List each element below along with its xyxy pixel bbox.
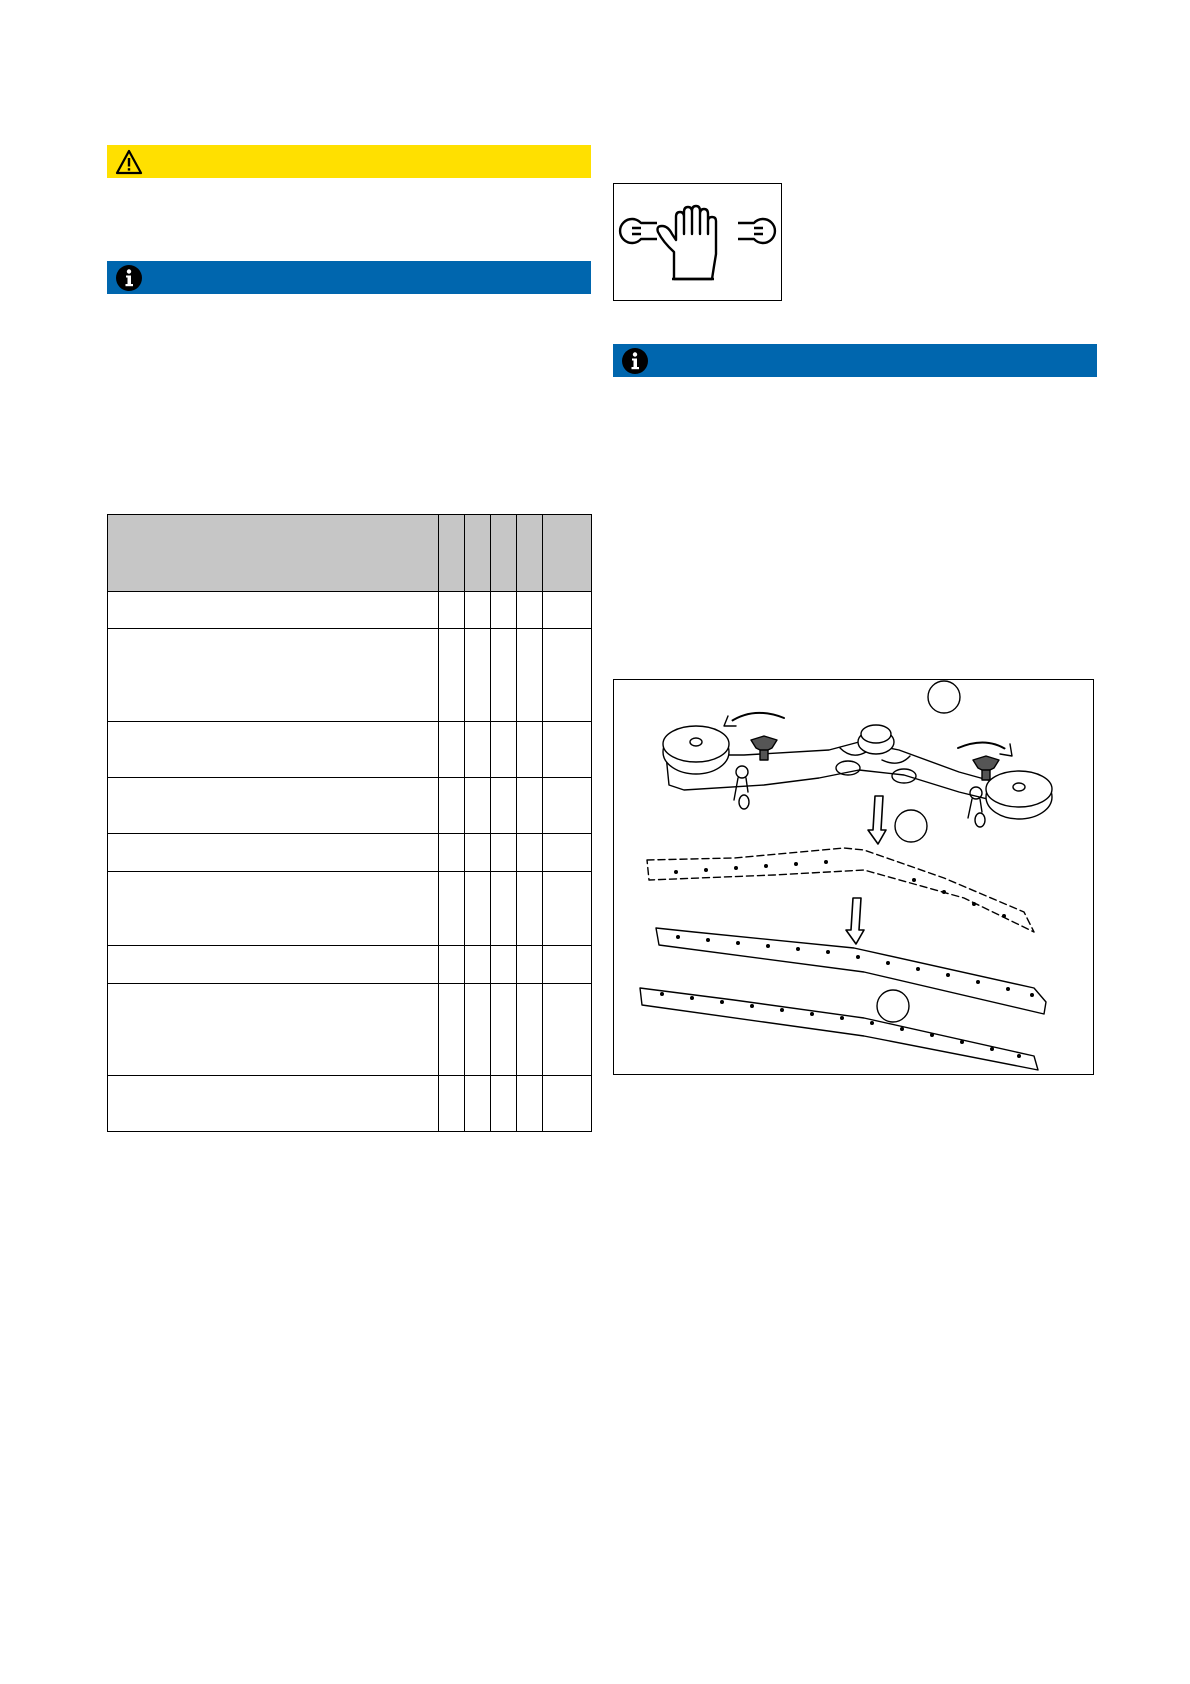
table-header-cell [465,515,491,592]
protective-gloves-icon [614,184,781,300]
table-cell [517,1076,543,1132]
table-row [108,722,592,778]
table-cell [543,946,592,984]
table-cell [108,1076,439,1132]
protective-gloves-pictogram [613,183,782,301]
table-cell [439,1076,465,1132]
table-cell [108,834,439,872]
table-cell [108,778,439,834]
table-cell [439,592,465,629]
table-header-cell [439,515,465,592]
table-header-cell [517,515,543,592]
table-cell [491,592,517,629]
table-cell [465,1076,491,1132]
info-icon [115,264,143,292]
squeegee-assembly-figure [613,679,1094,1075]
table-cell [517,592,543,629]
table-cell [517,629,543,722]
table-row [108,872,592,946]
table-cell [465,834,491,872]
table-header-cell [108,515,439,592]
table-cell [108,872,439,946]
table-header-row [108,515,592,592]
table-row [108,946,592,984]
table-cell [517,946,543,984]
table-cell [465,872,491,946]
warning-bar [107,145,591,178]
table-cell [491,778,517,834]
table-cell [108,592,439,629]
maintenance-table [107,514,592,1132]
table-header-cell [543,515,592,592]
info-icon [621,347,649,375]
table-cell [491,629,517,722]
table-cell [439,629,465,722]
table-row [108,592,592,629]
table-cell [439,946,465,984]
table-cell [491,722,517,778]
table-row [108,1076,592,1132]
table-cell [108,722,439,778]
table-row [108,984,592,1076]
table-cell [439,722,465,778]
table-header-cell [491,515,517,592]
table-cell [491,1076,517,1132]
table-cell [108,984,439,1076]
table-cell [543,834,592,872]
table-cell [543,872,592,946]
table-cell [465,722,491,778]
table-row [108,629,592,722]
table-cell [491,946,517,984]
table-cell [517,984,543,1076]
table-cell [543,984,592,1076]
table-cell [543,778,592,834]
table-cell [543,592,592,629]
info-bar [107,261,591,294]
squeegee-assembly-illustration [614,680,1093,1074]
table-cell [517,722,543,778]
table-cell [439,834,465,872]
table-cell [439,872,465,946]
table-cell [491,984,517,1076]
table-row [108,834,592,872]
table-cell [439,984,465,1076]
table-cell [491,872,517,946]
table-cell [108,629,439,722]
table-cell [517,872,543,946]
table-cell [543,722,592,778]
table-cell [543,1076,592,1132]
table-cell [543,629,592,722]
table-cell [465,984,491,1076]
table-cell [465,592,491,629]
table-cell [465,946,491,984]
table-cell [465,629,491,722]
callout-circle [877,990,909,1022]
warning-triangle-icon [115,148,143,176]
table-cell [108,946,439,984]
table-cell [439,778,465,834]
info-bar [613,344,1097,377]
table-cell [491,834,517,872]
callout-circle [928,681,960,713]
table-cell [465,778,491,834]
table-cell [517,834,543,872]
callout-circle [895,810,927,842]
table-row [108,778,592,834]
table-cell [517,778,543,834]
